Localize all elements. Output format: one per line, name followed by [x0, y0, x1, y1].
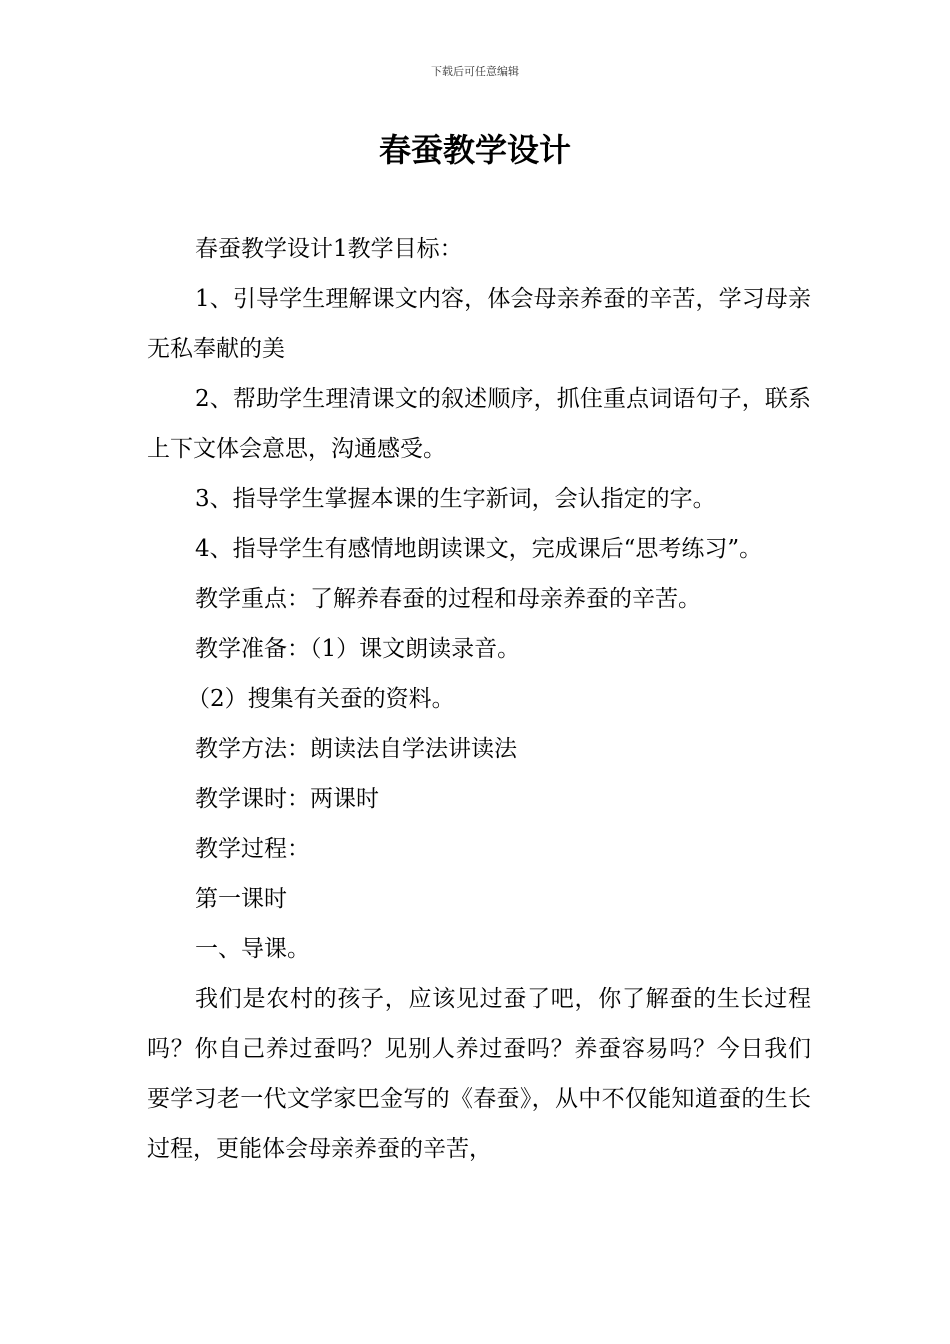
page-header-note: 下载后可任意编辑 [431, 65, 519, 78]
paragraph-intro-text: 我们是农村的孩子，应该见过蚕了吧，你了解蚕的生长过程吗？你自己养过蚕吗？见别人养过蚕吗？养蚕容易吗？今日我们要学习老一代文学家巴金写的《春蚕》，从中不仅能知道蚕的生长过程，更能体会母亲养蚕的辛苦， [147, 986, 811, 1162]
paragraph-objectives-heading: 春蚕教学设计1教学目标： [195, 236, 463, 262]
paragraph-first-lesson: 第一课时 [195, 886, 287, 912]
paragraph-class-hours: 教学课时：两课时 [195, 786, 379, 812]
document-title: 春蚕教学设计 [378, 131, 571, 169]
paragraph-objective-4: 4、指导学生有感情地朗读课文，完成课后“思考练习”。 [195, 536, 763, 562]
paragraph-intro-heading: 一、导课。 [195, 936, 310, 962]
document-body [147, 224, 811, 1174]
paragraph-objective-3: 3、指导学生掌握本课的生字新词，会认指定的字。 [195, 486, 716, 512]
paragraph-process: 教学过程： [195, 836, 310, 862]
paragraph-preparation-1: 教学准备：（1）课文朗读录音。 [195, 636, 521, 662]
paragraph-method: 教学方法：朗读法自学法讲读法 [195, 736, 517, 762]
paragraph-objective-1: 1、引导学生理解课文内容，体会母亲养蚕的辛苦，学习母亲无私奉献的美 [147, 286, 811, 362]
paragraph-preparation-2: （2）搜集有关蚕的资料。 [187, 686, 455, 712]
paragraph-key-point: 教学重点：了解养春蚕的过程和母亲养蚕的辛苦。 [195, 586, 701, 612]
paragraph-objective-2: 2、帮助学生理清课文的叙述顺序，抓住重点词语句子，联系上下文体会意思，沟通感受。 [147, 386, 811, 462]
